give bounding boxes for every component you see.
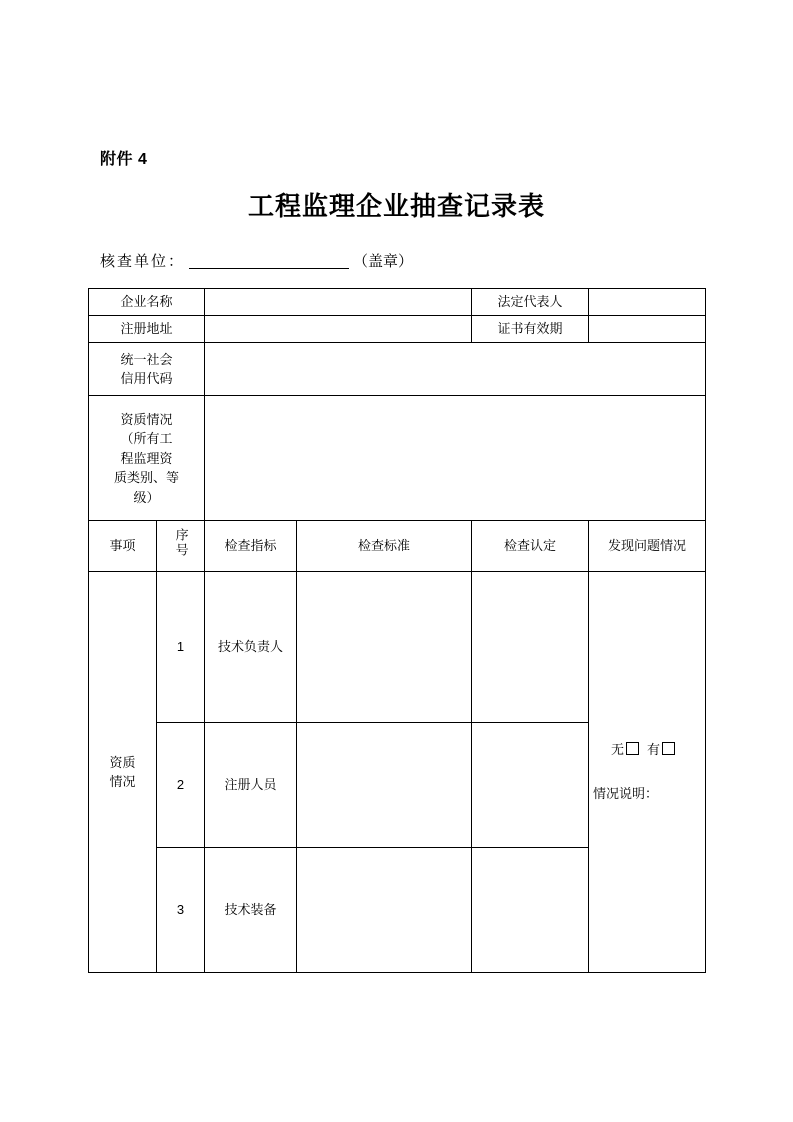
table-row	[89, 572, 706, 723]
header-determination: 检查认定	[472, 521, 589, 572]
company-name-value[interactable]	[205, 289, 472, 316]
issue-description-label: 情况说明：	[593, 786, 659, 802]
qualification-label-line-5: 级）	[133, 489, 160, 505]
legal-rep-label: 法定代表人	[472, 289, 589, 316]
credit-code-label-line-2: 信用代码	[120, 371, 173, 387]
credit-code-value[interactable]	[205, 343, 706, 396]
page-title: 工程监理企业抽查记录表	[247, 191, 545, 221]
company-name-label: 企业名称	[89, 289, 205, 316]
qualification-label-line-1: 资质情况	[120, 411, 173, 427]
table-row	[89, 343, 706, 396]
group-label-qualification	[89, 572, 157, 973]
checkbox-none[interactable]	[626, 742, 639, 755]
header-indicator: 检查指标	[205, 521, 297, 572]
credit-code-label	[89, 343, 205, 396]
header-no: 序号	[157, 521, 205, 572]
issue-has-label: 有	[647, 742, 662, 758]
row-standard[interactable]	[297, 572, 472, 723]
row-standard[interactable]	[297, 848, 472, 973]
register-address-label: 注册地址	[89, 316, 205, 343]
legal-rep-value[interactable]	[589, 289, 706, 316]
row-standard[interactable]	[297, 723, 472, 848]
cert-validity-value[interactable]	[589, 316, 706, 343]
row-indicator: 注册人员	[205, 723, 297, 848]
row-indicator: 技术负责人	[205, 572, 297, 723]
check-table-header-row	[89, 521, 706, 572]
attachment-label: 附件 4	[100, 151, 148, 168]
qualification-label	[89, 396, 205, 521]
register-address-value[interactable]	[205, 316, 472, 343]
qualification-label-line-4: 质类别、等	[114, 470, 180, 486]
issue-none-label: 无	[611, 742, 626, 758]
check-unit-input[interactable]	[189, 252, 349, 269]
check-unit-line	[100, 250, 700, 271]
table-row	[89, 289, 706, 316]
issue-cell[interactable]	[589, 572, 706, 973]
qualification-label-line-2: （所有工	[120, 431, 173, 447]
checkbox-has[interactable]	[662, 742, 675, 755]
issue-options[interactable]	[593, 740, 701, 760]
table-row	[89, 316, 706, 343]
row-determination[interactable]	[472, 572, 589, 723]
header-item: 事项	[89, 521, 157, 572]
credit-code-label-line-1: 统一社会	[120, 351, 173, 367]
group-label-line-2: 情况	[109, 774, 136, 790]
group-label-line-1: 资质	[109, 754, 136, 770]
seal-note: （盖章）	[353, 253, 414, 270]
record-table	[88, 288, 706, 973]
check-unit-label: 核查单位：	[100, 253, 186, 270]
row-no: 1	[157, 572, 205, 723]
header-standard: 检查标准	[297, 521, 472, 572]
qualification-value[interactable]	[205, 396, 706, 521]
row-no: 2	[157, 723, 205, 848]
header-issue: 发现问题情况	[589, 521, 706, 572]
row-indicator: 技术装备	[205, 848, 297, 973]
row-no: 3	[157, 848, 205, 973]
qualification-label-line-3: 程监理资	[120, 450, 173, 466]
cert-validity-label: 证书有效期	[472, 316, 589, 343]
row-determination[interactable]	[472, 848, 589, 973]
table-row	[89, 396, 706, 521]
row-determination[interactable]	[472, 723, 589, 848]
